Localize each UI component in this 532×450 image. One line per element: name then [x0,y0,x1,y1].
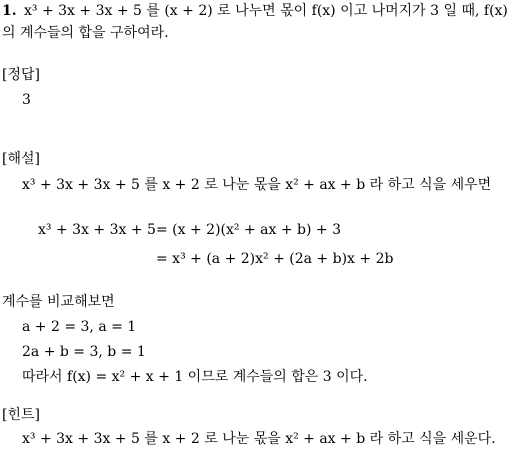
solution-intro: x³ + 3x + 3x + 5 를 x + 2 로 나눈 몫을 x² + ax + b 라 하고 식을 세우면 [22,177,492,193]
equation-rhs-2: = x³ + (a + 2)x² + (2a + b)x + 2b [156,251,394,267]
problem-text-line2: 의 계수들의 합을 구하여라. [2,25,169,41]
compare-text: 계수를 비교해보면 [2,294,115,310]
hint-header: [힌트] [2,407,40,423]
answer-value: 3 [22,92,31,108]
equation-lhs: x³ + 3x + 3x + 5 [38,222,156,238]
step-1: a + 2 = 3, a = 1 [22,319,137,335]
hint-text: x³ + 3x + 3x + 5 를 x + 2 로 나눈 몫을 x² + ax + b 라 하고 식을 세운다. [22,431,496,447]
step-2: 2a + b = 3, b = 1 [22,344,146,360]
answer-header: [정답] [2,67,40,83]
problem-text-line1: x³ + 3x + 3x + 5 를 (x + 2) 로 나누면 몫이 f(x) 이고 나머지가 3 일 때, f(x) [24,3,508,19]
conclusion: 따라서 f(x) = x² + x + 1 이므로 계수들의 합은 3 이다. [22,369,368,385]
problem-number: 1. [2,3,17,19]
equation-rhs-1: = (x + 2)(x² + ax + b) + 3 [156,222,341,238]
solution-header: [해설] [2,151,40,167]
